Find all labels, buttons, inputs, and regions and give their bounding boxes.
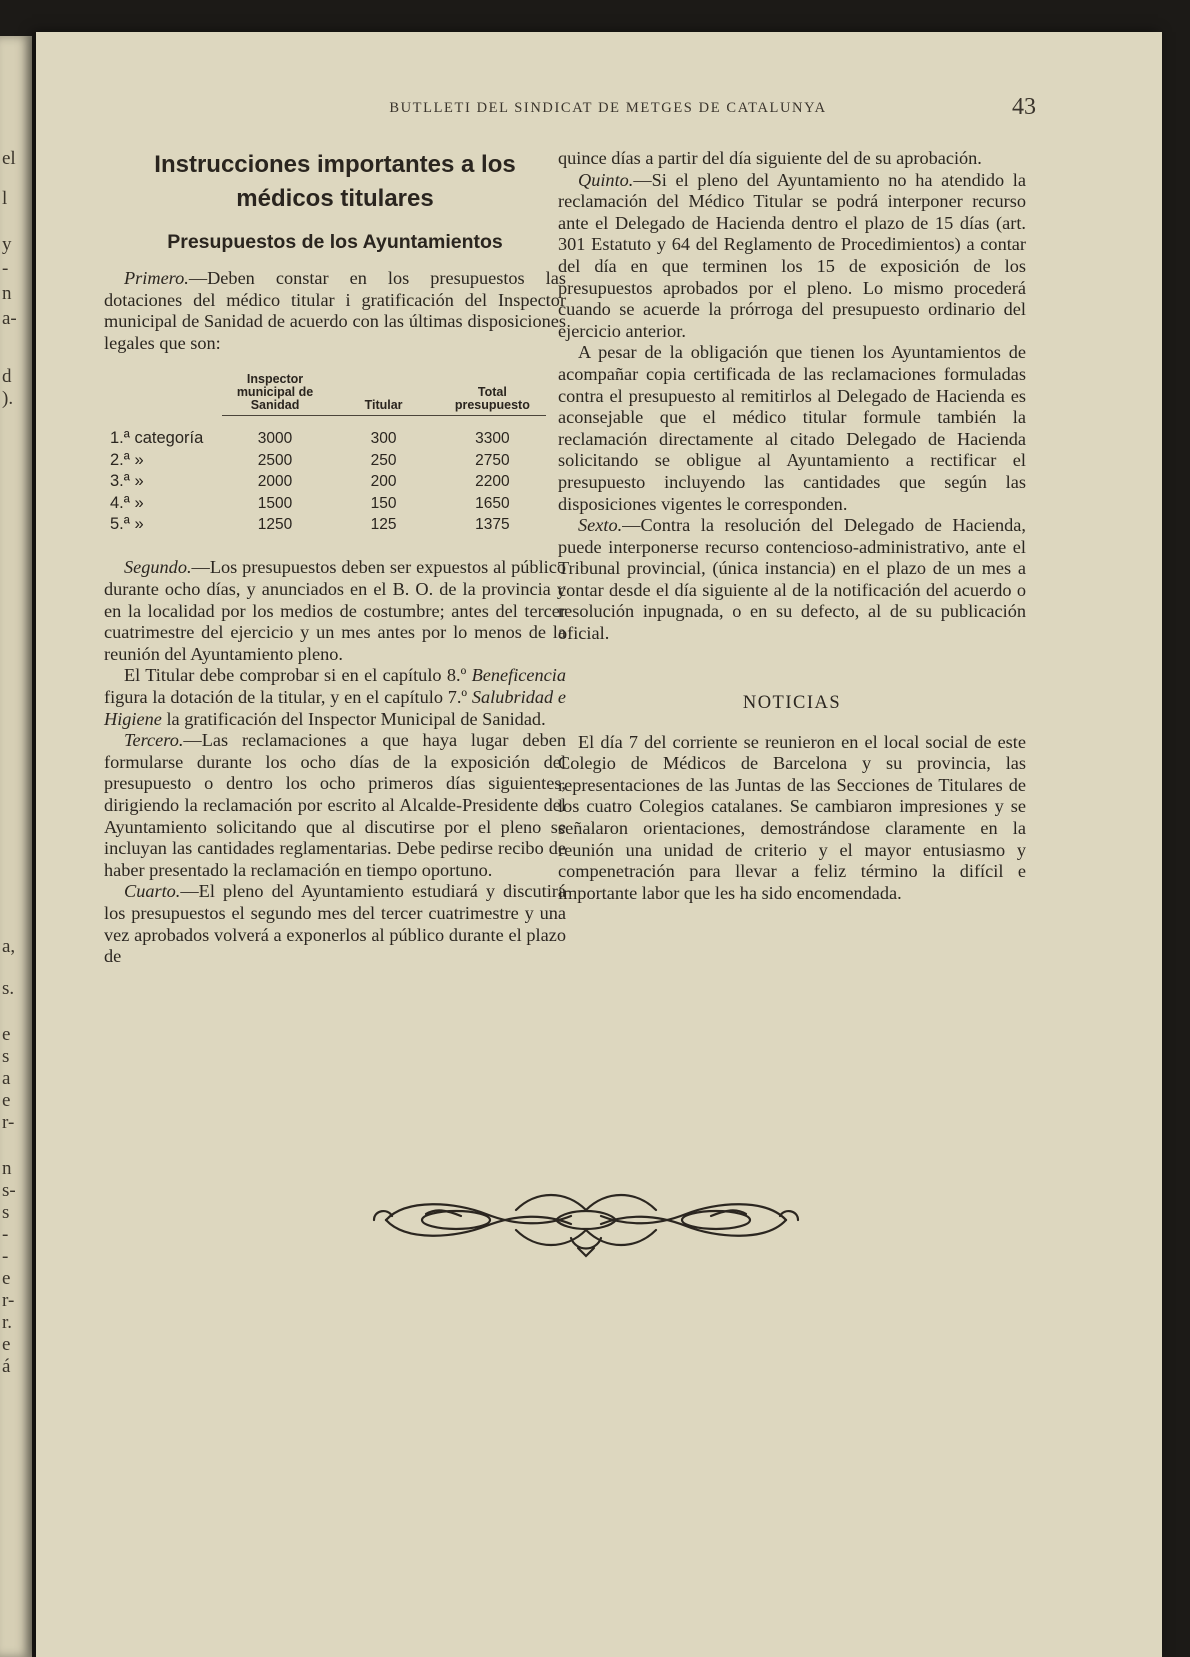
paragraph-segundo	[104, 557, 566, 665]
quinto-text: —Si el pleno del Ayuntamiento no ha atendido la reclamación del Médico Titular se podrá interponer recurso ante el Delegado de Hacienda dentro el plazo de 15 días (art. 301 Estatuto y 64 del Reglamento de Procedimientos) a contar del día en que terminen los 15 de exposición de los presupuestos aprobados por el pleno. Lo mismo procederá cuando se acuerde la prórroga del presupuesto ordinario del ejercicio anterior.	[558, 169, 1026, 341]
paragraph-tercero	[104, 730, 566, 881]
titular-text-e: la gratificación del Inspector Municipal de Sanidad.	[161, 708, 546, 729]
titular-cell: 250	[370, 451, 397, 469]
inspector-cell: 1250	[257, 516, 293, 533]
paragraph-primero	[104, 268, 566, 354]
category-cell: 5.ª »	[110, 515, 144, 533]
facing-page-fragment: e	[2, 1024, 11, 1045]
facing-page-fragment: s	[2, 1046, 10, 1067]
facing-page-fragment: d	[2, 366, 12, 387]
article-subtitle: Presupuestos de los Ayuntamientos	[167, 231, 503, 253]
running-head: BUTLLETI DEL SINDICAT DE METGES DE CATALUNYA	[389, 100, 827, 116]
page-number: 43	[1012, 94, 1036, 120]
header-total: Total presupuesto	[439, 373, 546, 416]
paragraph-noticias: El día 7 del corriente se reunieron en el local social de este Colegio de Médicos de Barcelona y su provincia, las representaciones de las Juntas de las Secciones de Titulares de los cuatro Colegios catalanes. Se cambiaron impresiones y se señalaron orientaciones, demostrándose claramente en la reunión una unidad de criterio y el mayor entusiasmo y compenetración para llevar a feliz término la difícil e importante labor que les ha sido encomendada.	[558, 731, 1026, 903]
facing-page-fragment: e	[2, 1090, 11, 1111]
facing-page-fragment: n	[2, 1158, 12, 1179]
ornamental-flourish-icon	[366, 1180, 806, 1260]
facing-page-fragment: ).	[2, 388, 14, 409]
facing-page-fragment: s	[2, 1202, 10, 1223]
total-cell: 2750	[475, 451, 510, 469]
paragraph-sexto	[558, 515, 1026, 645]
facing-page-fragment: e	[2, 1268, 11, 1289]
category-cell: 4.ª »	[110, 493, 144, 512]
table-row	[106, 450, 546, 471]
category-cell: 2.ª »	[110, 450, 144, 469]
facing-page-fragment: l	[2, 188, 8, 209]
beneficencia-label: Beneficencia	[471, 665, 566, 686]
facing-page-fragment: r.	[2, 1312, 13, 1333]
titular-cell: 150	[370, 494, 397, 512]
inspector-cell: 2500	[257, 451, 293, 469]
facing-page-fragment: -	[2, 258, 9, 279]
sexto-label: Sexto.	[578, 515, 623, 536]
header-titular: Titular	[328, 373, 438, 416]
segundo-text: —Los presupuestos deben ser expuestos al público durante ocho días, y anunciados en el B. O. de la provincia y en la localidad por los medios de costumbre; antes del tercer cuatrimestre del ejercicio y un mes antes por lo menos de la reunión del Ayuntamiento pleno.	[104, 557, 566, 664]
paragraph-cuarto	[104, 881, 566, 967]
titular-cell: 300	[370, 430, 397, 448]
table-row	[106, 471, 546, 492]
paragraph-quinto	[558, 170, 1026, 343]
category-cell: 3.ª »	[110, 472, 144, 491]
total-cell: 1375	[475, 516, 510, 533]
cuarto-text: —El pleno del Ayuntamiento estudiará y discutirá los presupuestos el segundo mes del tercer cuatrimestre y una vez aprobados volverá a exponerlos al público durante el plazo de	[104, 881, 566, 967]
inspector-cell: 2000	[257, 473, 293, 491]
sexto-text: —Contra la resolución del Delegado de Hacienda, puede interponerse recurso contencioso-administrativo, ante el Tribunal provincial, (única instancia) en el plazo de un mes a contar desde el día siguiente al de la notificación del acuerdo o resolución inpugnada, o en su defecto, al de su publicación oficial.	[558, 515, 1026, 644]
titular-text-a: El Titular debe comprobar si en el capítulo 8.º	[124, 665, 472, 686]
salubridad-label: Salubridad e Higiene	[104, 686, 566, 729]
facing-page-fragment: el	[2, 148, 16, 169]
journal-page	[36, 32, 1162, 1657]
facing-page-fragment: n	[2, 283, 12, 304]
budget-table	[106, 373, 546, 535]
facing-page-fragment: a-	[2, 308, 17, 329]
quinto-label: Quinto.	[578, 169, 634, 190]
cuarto-label: Cuarto.	[124, 881, 181, 902]
total-cell: 3300	[475, 430, 510, 448]
facing-page-fragment: a	[2, 1068, 11, 1089]
tercero-text: —Las reclamaciones a que haya lugar deben formularse durante los ocho días de la exposición del presupuesto o dentro los ocho primeros días siguientes, dirigiendo la reclamación por escrito al Alcalde-Presidente del Ayuntamiento solicitando que al discutirse por el pleno se incluyan las cantidades reglamentarias. Debe pedirse recibo de haber presentado la reclamación en tiempo oportuno.	[104, 730, 566, 880]
total-cell: 2200	[475, 473, 510, 491]
facing-page-fragment: e	[2, 1334, 11, 1355]
facing-page-fragment: r-	[2, 1112, 15, 1133]
table-row	[106, 493, 546, 514]
table-row	[106, 416, 546, 450]
facing-page-fragment: s-	[2, 1180, 16, 1201]
facing-page-fragment: a,	[2, 936, 16, 957]
table-row	[106, 514, 546, 535]
header-inspector: Inspector municipal de Sanidad	[222, 373, 329, 416]
titular-cell: 200	[370, 473, 397, 491]
titular-cell: 125	[370, 516, 397, 533]
noticias-heading: NOTICIAS	[742, 692, 842, 713]
tercero-label: Tercero.	[124, 730, 184, 751]
segundo-label: Segundo.	[124, 557, 192, 578]
facing-page-fragment: s.	[2, 978, 15, 999]
total-cell: 1650	[475, 494, 510, 512]
inspector-cell: 1500	[257, 494, 293, 512]
inspector-cell: 3000	[257, 430, 293, 448]
article-title: Instrucciones importantes a los médicos titulares	[154, 151, 516, 212]
facing-page-fragment: y	[2, 234, 12, 255]
paragraph-cuarto-continued: quince días a partir del día siguiente del de su aprobación.	[558, 148, 982, 168]
category-cell: 1.ª categoría	[110, 429, 204, 448]
budget-table-header	[106, 373, 546, 416]
facing-page-edge	[0, 36, 32, 1657]
paragraph-a-pesar: A pesar de la obligación que tienen los Ayuntamientos de acompañar copia certificada de las reclamaciones formuladas contra el presupuesto al remitirlos al Delegado de Hacienda es aconsejable que el médico titular formule también la reclamación directamente al citado Delegado de Hacienda solicitando se obligue al Ayuntamiento a rectificar el presupuesto incluyendo las cantidades que según las disposiciones vigentes le corresponden.	[558, 342, 1026, 514]
paragraph-titular	[104, 665, 566, 730]
left-column	[104, 148, 566, 968]
facing-page-fragment: -	[2, 1224, 9, 1245]
primero-label: Primero.	[124, 268, 189, 288]
facing-page-fragment: r-	[2, 1290, 15, 1311]
titular-text-c: figura la dotación de la titular, y en el capítulo 7.º	[104, 686, 472, 707]
primero-text: —Deben constar en los presupuestos las dotaciones del médico titular i gratificación del Inspector municipal de Sanidad de acuerdo con las últimas disposiciones legales que son:	[104, 268, 566, 353]
facing-page-fragment: -	[2, 1246, 9, 1267]
facing-page-fragment: á	[2, 1356, 11, 1377]
right-column	[558, 148, 1026, 904]
